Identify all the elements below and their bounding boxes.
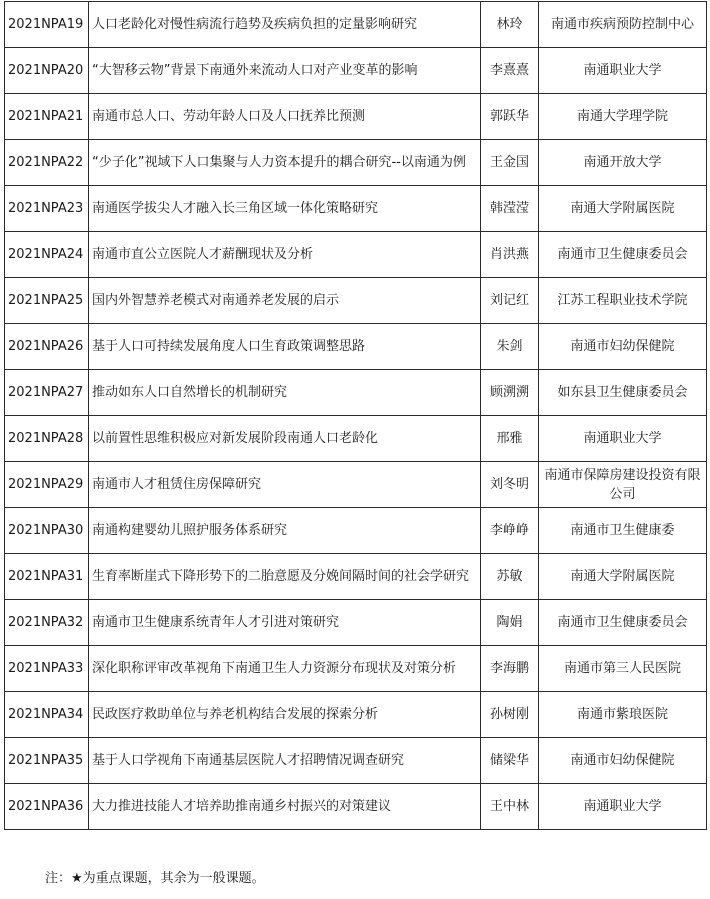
project-code: 2021NPA36 xyxy=(5,784,89,830)
project-organization: 南通职业大学 xyxy=(539,784,707,830)
project-leader: 李熹熹 xyxy=(481,48,539,94)
project-title: 深化职称评审改革视角下南通卫生人力资源分布现状及对策分析 xyxy=(89,646,481,692)
table-row xyxy=(5,48,707,94)
project-organization: 南通市妇幼保健院 xyxy=(539,324,707,370)
project-code: 2021NPA28 xyxy=(5,416,89,462)
project-table-body xyxy=(5,2,707,830)
project-organization: 南通市疾病预防控制中心 xyxy=(539,2,707,48)
project-organization: 南通职业大学 xyxy=(539,416,707,462)
project-code: 2021NPA24 xyxy=(5,232,89,278)
project-table xyxy=(4,1,707,830)
project-code: 2021NPA20 xyxy=(5,48,89,94)
project-code: 2021NPA31 xyxy=(5,554,89,600)
project-code: 2021NPA33 xyxy=(5,646,89,692)
project-leader: 肖洪燕 xyxy=(481,232,539,278)
project-leader: 王金国 xyxy=(481,140,539,186)
table-row xyxy=(5,278,707,324)
project-title: 南通构建婴幼儿照护服务体系研究 xyxy=(89,508,481,554)
table-row xyxy=(5,646,707,692)
project-title: 南通市总人口、劳动年龄人口及人口抚养比预测 xyxy=(89,94,481,140)
project-title: 人口老龄化对慢性病流行趋势及疾病负担的定量影响研究 xyxy=(89,2,481,48)
table-row xyxy=(5,94,707,140)
table-row xyxy=(5,2,707,48)
project-organization: 南通职业大学 xyxy=(539,48,707,94)
project-organization: 南通市紫琅医院 xyxy=(539,692,707,738)
table-row xyxy=(5,186,707,232)
table-row xyxy=(5,784,707,830)
project-code: 2021NPA27 xyxy=(5,370,89,416)
project-organization: 南通大学附属医院 xyxy=(539,554,707,600)
project-code: 2021NPA26 xyxy=(5,324,89,370)
project-organization: 南通市妇幼保健院 xyxy=(539,738,707,784)
project-leader: 林玲 xyxy=(481,2,539,48)
project-leader: 王中林 xyxy=(481,784,539,830)
table-row xyxy=(5,508,707,554)
project-leader: 储梁华 xyxy=(481,738,539,784)
project-organization: 南通市卫生健康委员会 xyxy=(539,600,707,646)
project-title: 南通医学拔尖人才融入长三角区域一体化策略研究 xyxy=(89,186,481,232)
project-title: 以前置性思维积极应对新发展阶段南通人口老龄化 xyxy=(89,416,481,462)
table-row xyxy=(5,692,707,738)
project-title: 大力推进技能人才培养助推南通乡村振兴的对策建议 xyxy=(89,784,481,830)
project-leader: 刘冬明 xyxy=(481,462,539,508)
project-code: 2021NPA23 xyxy=(5,186,89,232)
project-leader: 顾溯溯 xyxy=(481,370,539,416)
project-title: 国内外智慧养老模式对南通养老发展的启示 xyxy=(89,278,481,324)
project-organization: 南通市保障房建设投资有限公司 xyxy=(539,462,707,508)
project-code: 2021NPA21 xyxy=(5,94,89,140)
table-row xyxy=(5,600,707,646)
project-organization: 南通大学附属医院 xyxy=(539,186,707,232)
table-row xyxy=(5,232,707,278)
project-code: 2021NPA29 xyxy=(5,462,89,508)
project-code: 2021NPA19 xyxy=(5,2,89,48)
table-row xyxy=(5,140,707,186)
project-leader: 邢雅 xyxy=(481,416,539,462)
project-title: 基于人口学视角下南通基层医院人才招聘情况调查研究 xyxy=(89,738,481,784)
project-organization: 如东县卫生健康委员会 xyxy=(539,370,707,416)
project-title: 推动如东人口自然增长的机制研究 xyxy=(89,370,481,416)
project-leader: 郭跃华 xyxy=(481,94,539,140)
table-row xyxy=(5,324,707,370)
project-leader: 孙树刚 xyxy=(481,692,539,738)
table-row xyxy=(5,370,707,416)
project-title: 南通市人才租赁住房保障研究 xyxy=(89,462,481,508)
table-row xyxy=(5,462,707,508)
project-leader: 韩滢滢 xyxy=(481,186,539,232)
project-organization: 南通开放大学 xyxy=(539,140,707,186)
project-code: 2021NPA35 xyxy=(5,738,89,784)
project-leader: 李峥峥 xyxy=(481,508,539,554)
project-title: 南通市直公立医院人才薪酬现状及分析 xyxy=(89,232,481,278)
project-code: 2021NPA34 xyxy=(5,692,89,738)
project-leader: 刘记红 xyxy=(481,278,539,324)
project-title: 民政医疗救助单位与养老机构结合发展的探索分析 xyxy=(89,692,481,738)
project-organization: 南通市卫生健康委员会 xyxy=(539,232,707,278)
project-code: 2021NPA25 xyxy=(5,278,89,324)
project-title: 基于人口可持续发展角度人口生育政策调整思路 xyxy=(89,324,481,370)
project-code: 2021NPA30 xyxy=(5,508,89,554)
project-leader: 朱剑 xyxy=(481,324,539,370)
project-leader: 陶娟 xyxy=(481,600,539,646)
project-title: 生育率断崖式下降形势下的二胎意愿及分娩间隔时间的社会学研究 xyxy=(89,554,481,600)
project-organization: 南通市卫生健康委 xyxy=(539,508,707,554)
table-row xyxy=(5,416,707,462)
footnote: 注：★为重点课题，其余为一般课题。 xyxy=(45,871,265,886)
project-title: “大智移云物”背景下南通外来流动人口对产业变革的影响 xyxy=(89,48,481,94)
project-code: 2021NPA22 xyxy=(5,140,89,186)
project-organization: 南通市第三人民医院 xyxy=(539,646,707,692)
project-title: 南通市卫生健康系统青年人才引进对策研究 xyxy=(89,600,481,646)
table-row xyxy=(5,738,707,784)
project-leader: 李海鹏 xyxy=(481,646,539,692)
project-title: “少子化”视域下人口集聚与人力资本提升的耦合研究--以南通为例 xyxy=(89,140,481,186)
project-code: 2021NPA32 xyxy=(5,600,89,646)
project-organization: 江苏工程职业技术学院 xyxy=(539,278,707,324)
project-leader: 苏敏 xyxy=(481,554,539,600)
table-row xyxy=(5,554,707,600)
project-organization: 南通大学理学院 xyxy=(539,94,707,140)
